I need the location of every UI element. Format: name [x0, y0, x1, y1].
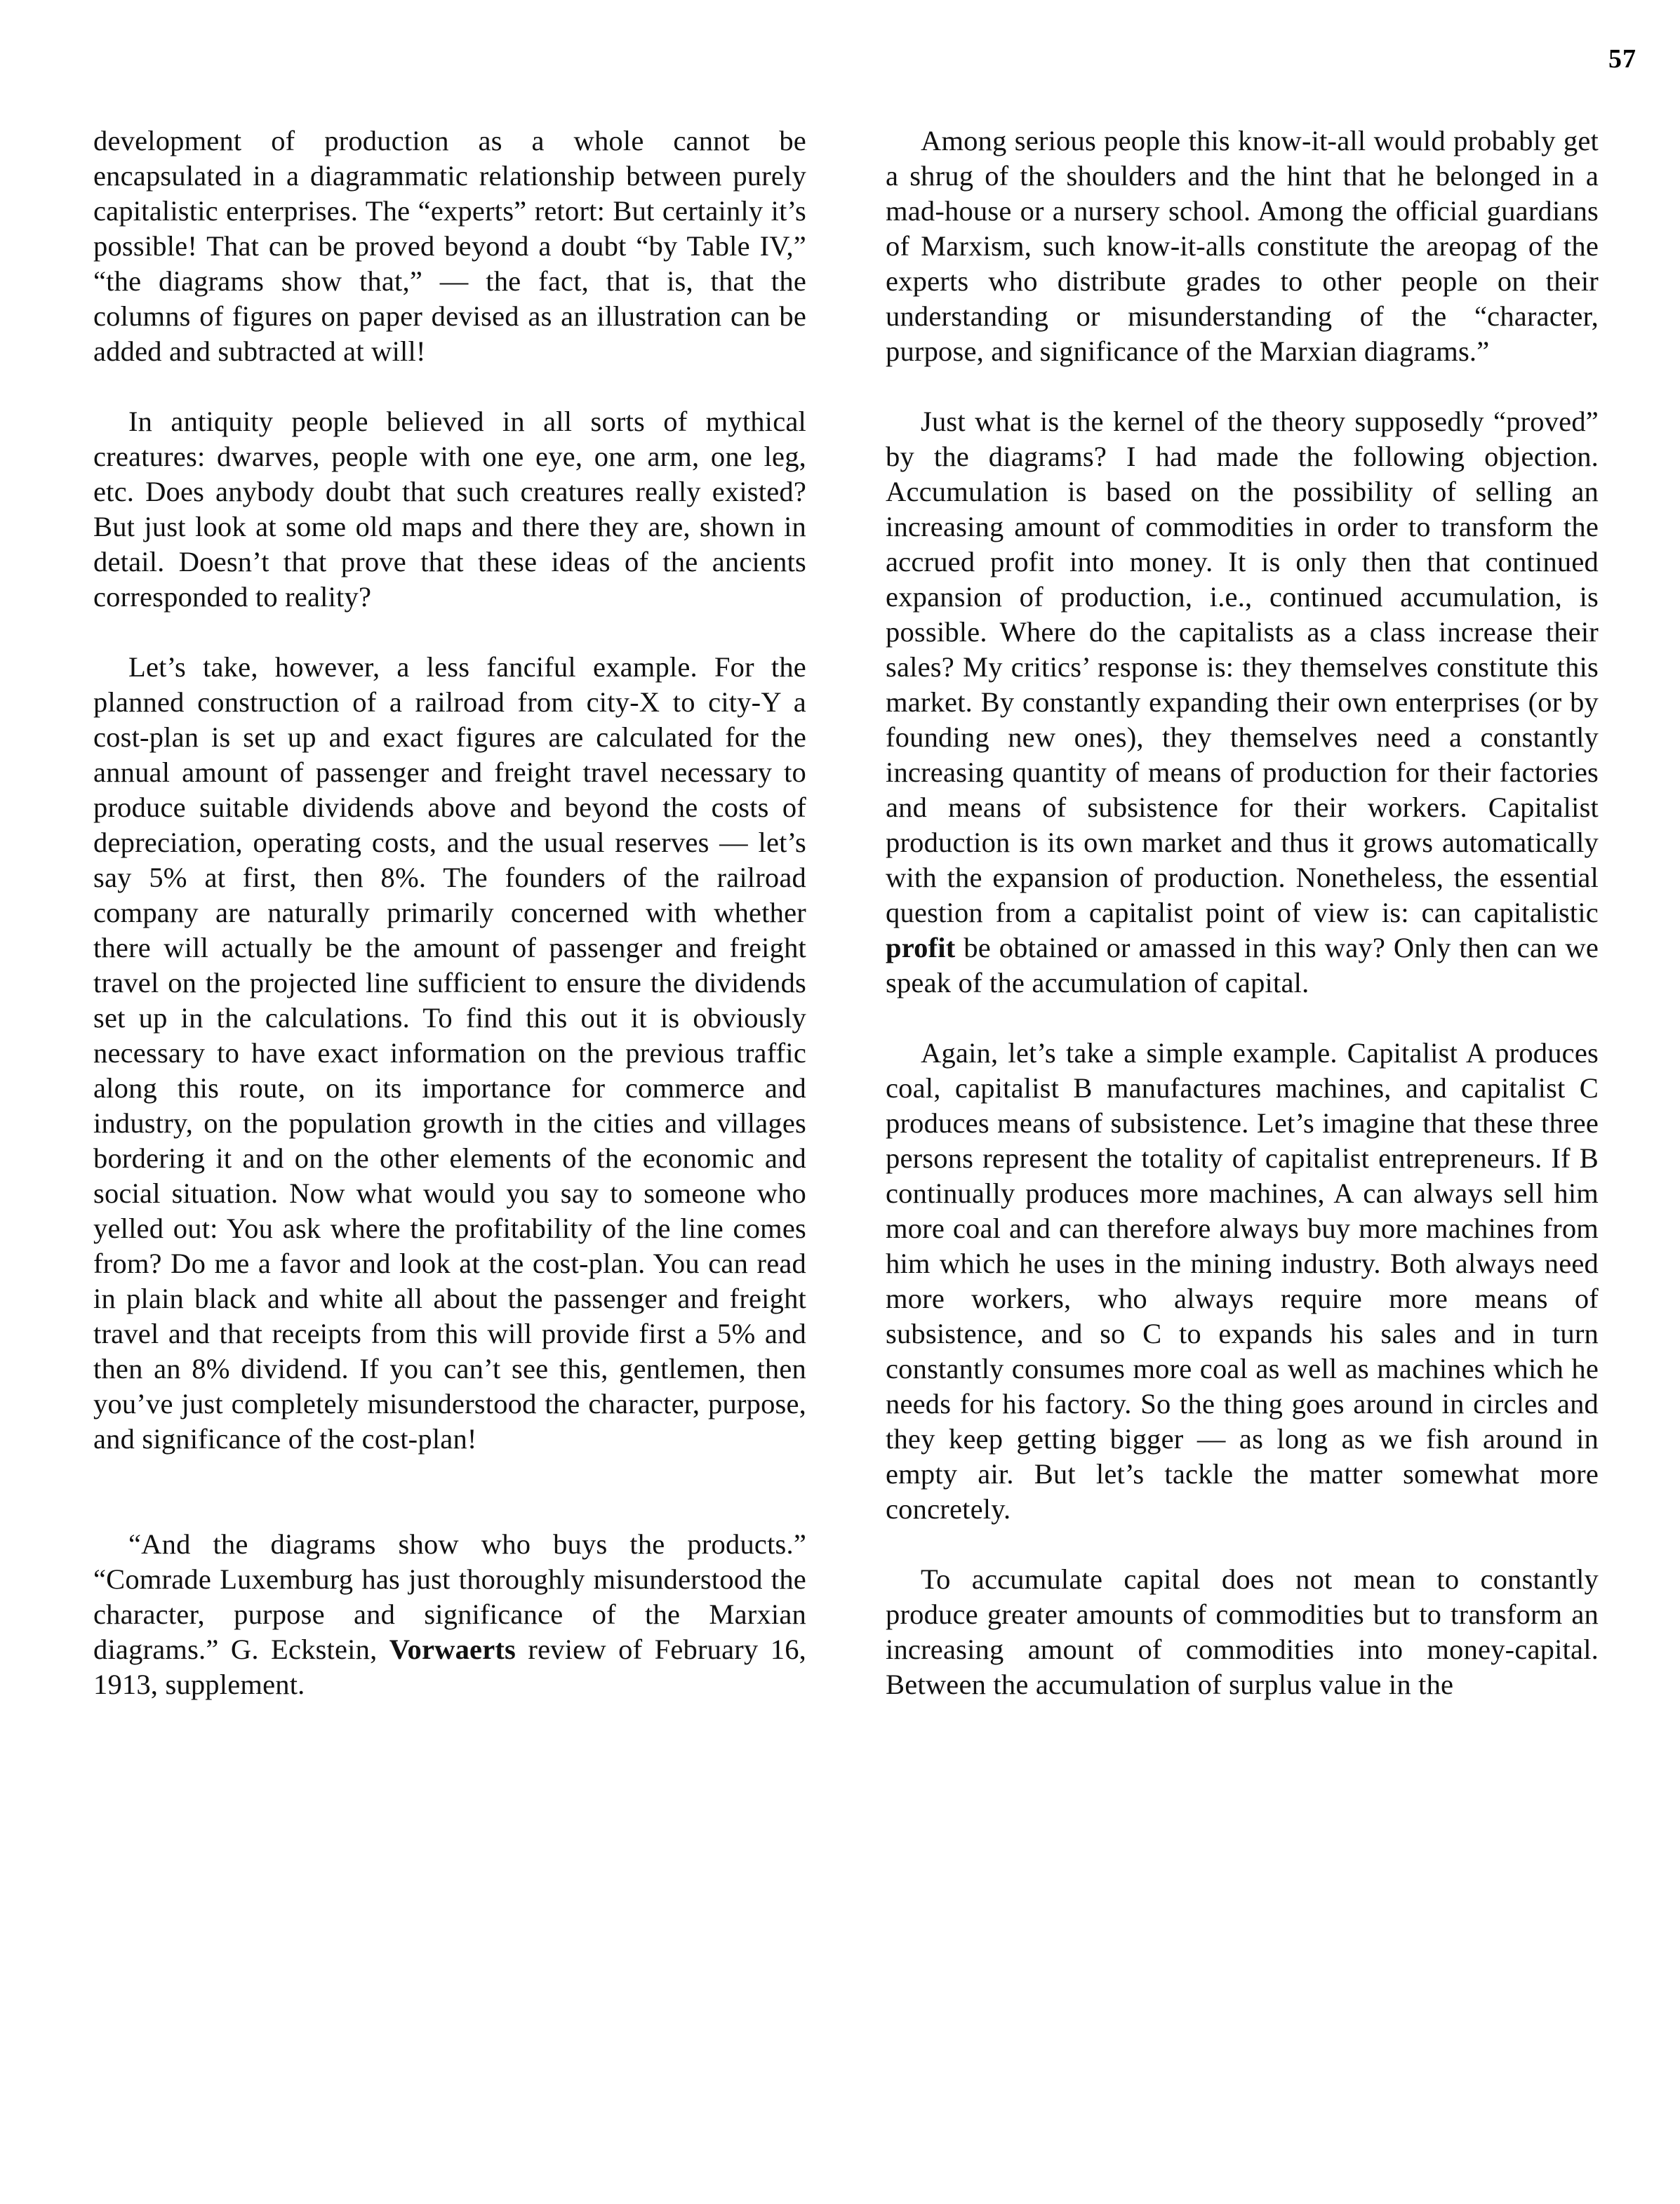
right-column	[886, 123, 1599, 1702]
kernel-text-before: Just what is the kernel of the theory supposedly “proved” by the diagrams? I had made the following objection. Accumulation is based on the possibility of selling an increasing amount of commodities in order to transform the accrued profit into money. It is only then that continued expansion of production, i.e., continued accumulation, is possible. Where do the capitalists as a class increase their sales? My critics’ response is: they themselves constitute this market. By constantly expanding their own enterprises (or by founding new ones), they themselves need a constantly increasing quantity of means of production for their factories and means of subsistence for their workers. Capitalist production is its own market and thus it grows automatically with the expansion of production. Nonetheless, the essential question from a capitalist point of view is: can capitalistic	[886, 406, 1599, 928]
kernel-text-after: be obtained or amassed in this way? Only then can we speak of the accumulation of capital.	[886, 932, 1599, 999]
paragraph-footnote-quote	[93, 1527, 806, 1702]
left-column	[93, 123, 806, 1702]
page-number: 57	[1608, 44, 1636, 74]
paragraph-accumulate-capital: To accumulate capital does not mean to constantly produce greater amounts of commodities but to transform an increasing amount of commodities into money-capital. Between the accumulation of surplus value in the	[886, 1563, 1599, 1700]
paragraph-capitalist-example: Again, let’s take a simple example. Capitalist A produces coal, capitalist B manufactures machines, and capitalist C produces means of subsistence. Let’s imagine that these three persons represent the totality of capitalist entrepreneurs. If B continually produces more machines, A can always sell him more coal and can therefore always buy more machines from him which he uses in the mining industry. Both always need more workers, who always require more means of subsistence, and so C to expands his sales and in turn constantly consumes more coal as well as machines which he needs for his factory. So the thing goes around in circles and they keep getting bigger — as long as we fish around in empty air. But let’s tackle the matter somewhat more concretely.	[886, 1037, 1599, 1525]
paragraph-kernel-of-theory	[886, 404, 1599, 1001]
paragraph-know-it-all: Among serious people this know-it-all would probably get a shrug of the shoulders and the hint that he belonged in a mad-house or a nursery school. Among the official guardians of Marxism, such know-it-alls constitute the areopag of the experts who distribute grades to other people on their understanding or misunderstanding of the “character, purpose, and significance of the Marxian diagrams.”	[886, 125, 1599, 367]
paragraph-railroad-example: Let’s take, however, a less fanciful example. For the planned construction of a railroad from city-X to city-Y a cost-plan is set up and exact figures are calculated for the annual amount of passenger and freight travel necessary to produce suitable dividends above and beyond the costs of depreciation, operating costs, and the usual reserves — let’s say 5% at first, then 8%. The founders of the railroad company are naturally primarily concerned with whether there will actually be the amount of passenger and freight travel on the projected line sufficient to ensure the dividends set up in the calculations. To find this out it is obviously necessary to have exact information on the previous traffic along this route, on its importance for commerce and industry, on the population growth in the cities and villages bordering it and on the other elements of the economic and social situation. Now what would you say to someone who yelled out: You ask where the profitability of the line comes from? Do me a favor and look at the cost-plan. You can read in plain black and white all about the passenger and freight travel and that receipts from this will provide first a 5% and then an 8% dividend. If you can’t see this, gentlemen, then you’ve just completely misunderstood the character, purpose, and significance of the cost-plan!	[93, 651, 806, 1455]
footnote-publication-name: Vorwaerts	[389, 1634, 516, 1665]
footnote-text-before: “And the diagrams show who buys the products.” “Comrade Luxemburg has just thoroughly misunderstood the character, purpose and significance of the Marxian diagrams.” G. Eckstein,	[93, 1528, 806, 1665]
kernel-emphasis-profit: profit	[886, 932, 956, 963]
paragraph-continuation: development of production as a whole cannot be encapsulated in a diagrammatic relationship between purely capitalistic enterprises. The “experts” retort: But certainly it’s possible! That can be proved beyond a doubt “by Table IV,” “the diagrams show that,” — the fact, that is, that the columns of figures on paper devised as an illustration can be added and subtracted at will!	[93, 125, 806, 367]
paragraph-antiquity: In antiquity people believed in all sorts of mythical creatures: dwarves, people with one eye, one arm, one leg, etc. Does anybody doubt that such creatures really existed? But just look at some old maps and there they are, shown in detail. Doesn’t that prove that these ideas of the ancients corresponded to reality?	[93, 406, 806, 613]
footnote-text-after: review of February 16, 1913, supplement.	[93, 1634, 806, 1700]
